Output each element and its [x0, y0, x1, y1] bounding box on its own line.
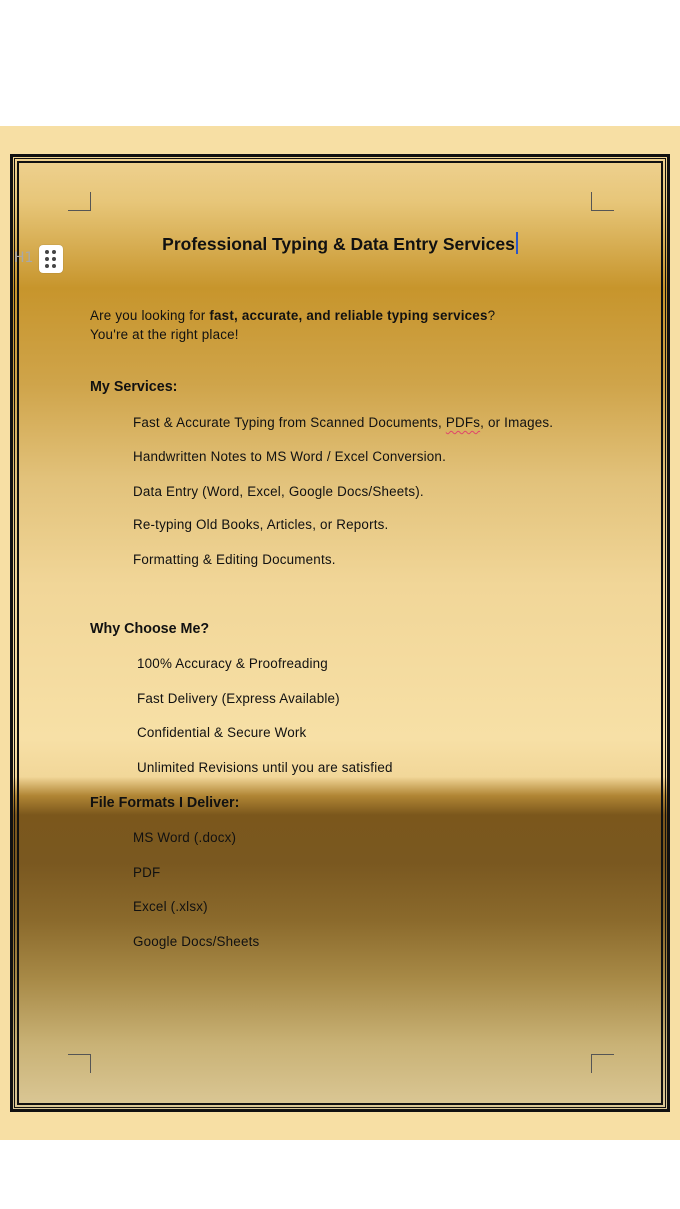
- margin-corner-bottom-right: [591, 1054, 614, 1073]
- services-heading[interactable]: My Services:: [90, 379, 178, 395]
- why-item[interactable]: 100% Accuracy & Proofreading: [137, 656, 328, 671]
- format-item[interactable]: PDF: [133, 865, 161, 880]
- spellcheck-flagged-word[interactable]: PDFs: [445, 415, 481, 430]
- service-item[interactable]: Formatting & Editing Documents.: [133, 552, 336, 567]
- intro-text-a: Are you looking for: [90, 308, 210, 323]
- format-item[interactable]: Google Docs/Sheets: [133, 934, 260, 949]
- margin-corner-bottom-left: [68, 1054, 91, 1073]
- intro-text-bold: fast, accurate, and reliable typing services: [209, 308, 488, 323]
- intro-line-1[interactable]: [90, 308, 495, 323]
- intro-line-2[interactable]: You're at the right place!: [90, 327, 239, 342]
- why-item[interactable]: Fast Delivery (Express Available): [137, 691, 340, 706]
- format-item[interactable]: Excel (.xlsx): [133, 899, 208, 914]
- heading-level-marker: H1: [14, 250, 34, 266]
- document-page[interactable]: [10, 154, 670, 1112]
- why-item[interactable]: Confidential & Secure Work: [137, 725, 307, 740]
- text-cursor: [516, 232, 518, 254]
- why-heading[interactable]: Why Choose Me?: [90, 621, 210, 637]
- intro-text-b: ?: [487, 308, 496, 323]
- document-title[interactable]: [10, 232, 670, 255]
- service-item-text-b: , or Images.: [480, 415, 554, 430]
- margin-corner-top-left: [68, 192, 91, 211]
- service-item[interactable]: Handwritten Notes to MS Word / Excel Conversion.: [133, 449, 446, 464]
- service-item[interactable]: Data Entry (Word, Excel, Google Docs/Sheets).: [133, 484, 424, 499]
- margin-corner-top-right: [591, 192, 614, 211]
- service-item[interactable]: Re-typing Old Books, Articles, or Reports.: [133, 517, 389, 532]
- why-item[interactable]: Unlimited Revisions until you are satisfied: [137, 760, 393, 775]
- service-item[interactable]: [133, 415, 553, 430]
- document-title-text: Professional Typing & Data Entry Services: [162, 234, 515, 254]
- format-item[interactable]: MS Word (.docx): [133, 830, 237, 845]
- formats-heading[interactable]: File Formats I Deliver:: [90, 795, 240, 811]
- service-item-text-a: Fast & Accurate Typing from Scanned Documents,: [133, 415, 446, 430]
